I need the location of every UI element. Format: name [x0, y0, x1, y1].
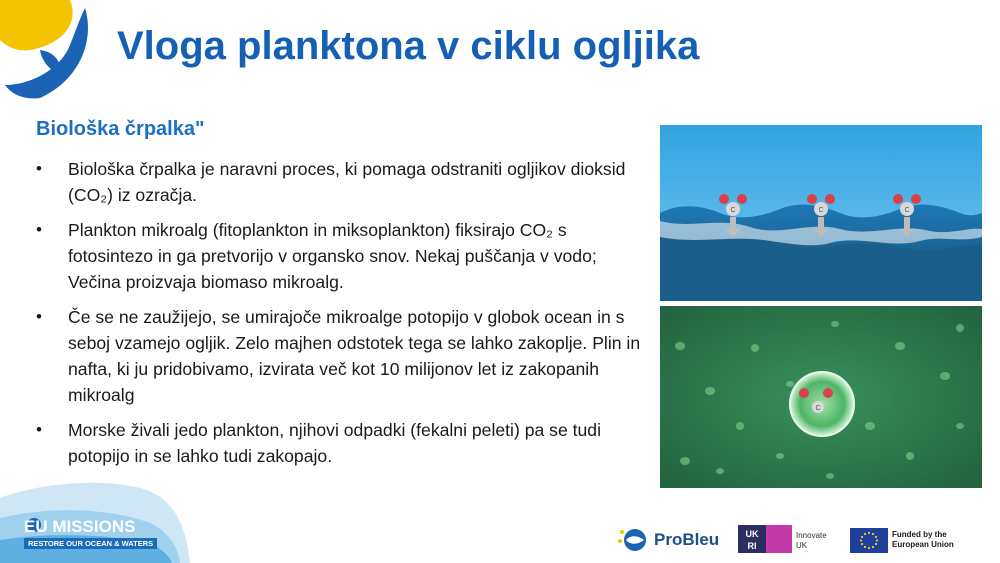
molecule-label: C: [818, 207, 824, 214]
bullet-item: [36, 304, 648, 408]
slide-subtitle: Biološka črpalka": [36, 118, 205, 140]
bullet-text: Morske živali jedo plankton, njihovi odpadki (fekalni peleti) pa se tudi potopijo in se lahko tudi zakopajo.: [68, 420, 601, 466]
plankton-illustration: [660, 306, 982, 488]
bullet-text: Če se ne zaužijejo, se umirajoče mikroalge potopijo v globok ocean in s seboj vzamejo ogljik. Zelo majhen odstotek tega se lahko zakoplje. Plin in nafta, ki ju pridobivamo, izvirata več kot 10 milijonov let iz zakopanih mikroalg: [68, 307, 641, 405]
bullet-icon: •: [36, 220, 42, 239]
bullet-item: [36, 217, 648, 295]
svg-text:RI: RI: [747, 541, 757, 551]
bullet-icon: •: [36, 420, 42, 439]
eu-missions-sublabel: RESTORE OUR OCEAN & WATERS: [24, 538, 157, 549]
slide-title: Vloga planktona v ciklu ogljika: [117, 24, 700, 68]
bullet-item: [36, 417, 648, 469]
ukri-logo-icon: [738, 525, 792, 553]
bullet-icon: •: [36, 159, 42, 178]
molecule-label: C: [815, 405, 821, 412]
corner-logo-icon: [0, 0, 100, 100]
bullet-list: [36, 156, 648, 478]
bullet-text: Plankton mikroalg (fitoplankton in miksoplankton) fiksirajo CO₂ s fotosintezo in ga pretvorijo v organsko snov. Nekaj puščanja v vodo; Večina proizvaja biomaso mikroalg.: [68, 220, 597, 292]
probleu-label: ProBleu: [654, 530, 720, 549]
svg-text:UK: UK: [745, 529, 759, 539]
bullet-text: Biološka črpalka je naravni proces, ki pomaga odstraniti ogljikov dioksid (CO₂) iz ozračja.: [68, 159, 626, 205]
molecule-label: C: [730, 207, 736, 214]
funded-by-eu-label: Funded by the European Union: [892, 530, 954, 549]
bullet-item: [36, 156, 648, 208]
eu-missions-label: EU MISSIONS: [24, 517, 136, 536]
ocean-surface-illustration: [660, 125, 982, 301]
bullet-icon: •: [36, 307, 42, 326]
eu-flag-icon: [850, 528, 888, 553]
innovate-uk-label: Innovate UK: [796, 531, 827, 550]
molecule-label: C: [904, 207, 910, 214]
